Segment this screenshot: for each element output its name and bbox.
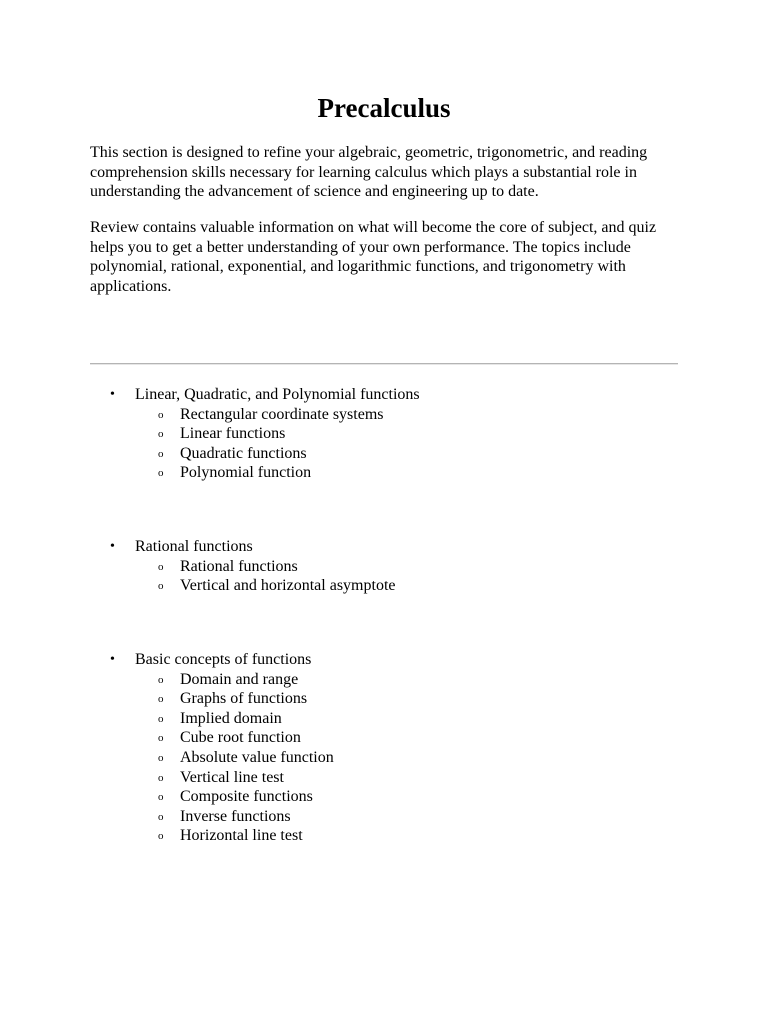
subtopic-item [110,405,710,425]
subtopic-label[interactable]: Cube root function [180,729,301,747]
subtopic-item [110,444,710,464]
topic-item [110,385,710,405]
circle-bullet-icon: o [158,810,164,823]
topic-item [110,650,710,670]
intro-paragraph-1: This section is designed to refine your algebraic, geometric, trigonometric, and reading comprehension skills necessary for learning calculus which plays a substantial role in understanding the advancement of science and engineering up to date. [90,144,648,201]
subtopic-item [110,728,710,748]
subtopic-label[interactable]: Quadratic functions [180,444,307,462]
page-title: Precalculus [317,93,451,123]
circle-bullet-icon: o [158,673,164,686]
subtopic-item [110,463,710,483]
circle-bullet-icon: o [158,771,164,784]
bullet-icon: • [110,387,115,402]
bullet-icon: • [110,539,115,554]
subtopic-item [110,787,710,807]
subtopic-label[interactable]: Rational functions [180,557,298,575]
topic-label[interactable]: Rational functions [135,538,253,555]
subtopic-item [110,826,710,846]
subtopic-item [110,807,710,827]
subtopic-label[interactable]: Absolute value function [180,748,334,766]
topic-section-2 [110,537,710,596]
subtopic-label[interactable]: Vertical and horizontal asymptote [180,577,396,595]
subtopic-item [110,709,710,729]
subtopic-label[interactable]: Polynomial function [180,464,312,482]
subtopic-item [110,768,710,788]
circle-bullet-icon: o [158,791,164,804]
circle-bullet-icon: o [158,712,164,725]
subtopic-label[interactable]: Implied domain [180,709,282,727]
circle-bullet-icon: o [158,830,164,843]
subtopic-item [110,424,710,444]
subtopic-label[interactable]: Horizontal line test [180,827,303,845]
topic-section-3 [110,650,710,846]
subtopic-item [110,557,710,577]
subtopic-item [110,576,710,596]
subtopic-label[interactable]: Rectangular coordinate systems [180,405,384,423]
topic-label[interactable]: Basic concepts of functions [135,651,312,668]
subtopic-label[interactable]: Inverse functions [180,807,291,825]
circle-bullet-icon: o [158,693,164,706]
subtopic-item [110,670,710,690]
subtopic-label[interactable]: Vertical line test [180,768,284,786]
circle-bullet-icon: o [158,447,164,460]
topic-section-1 [110,385,710,483]
circle-bullet-icon: o [158,580,164,593]
circle-bullet-icon: o [158,467,164,480]
horizontal-divider [90,363,678,365]
circle-bullet-icon: o [158,428,164,441]
topic-label[interactable]: Linear, Quadratic, and Polynomial functions [135,386,420,403]
subtopic-item [110,689,710,709]
subtopic-label[interactable]: Linear functions [180,425,286,443]
subtopic-label[interactable]: Composite functions [180,788,313,806]
subtopic-item [110,748,710,768]
circle-bullet-icon: o [158,751,164,764]
circle-bullet-icon: o [158,560,164,573]
subtopic-label[interactable]: Graphs of functions [180,690,308,708]
topic-item [110,537,710,557]
subtopic-label[interactable]: Domain and range [180,670,299,688]
circle-bullet-icon: o [158,408,164,421]
circle-bullet-icon: o [158,732,164,745]
bullet-icon: • [110,652,115,667]
intro-paragraph-2: Review contains valuable information on what will become the core of subject, and quiz helps you to get a better understanding of your own performance. The topics include polynomial, rational, exponential, and logarithmic functions, and trigonometry with applications. [90,219,657,295]
